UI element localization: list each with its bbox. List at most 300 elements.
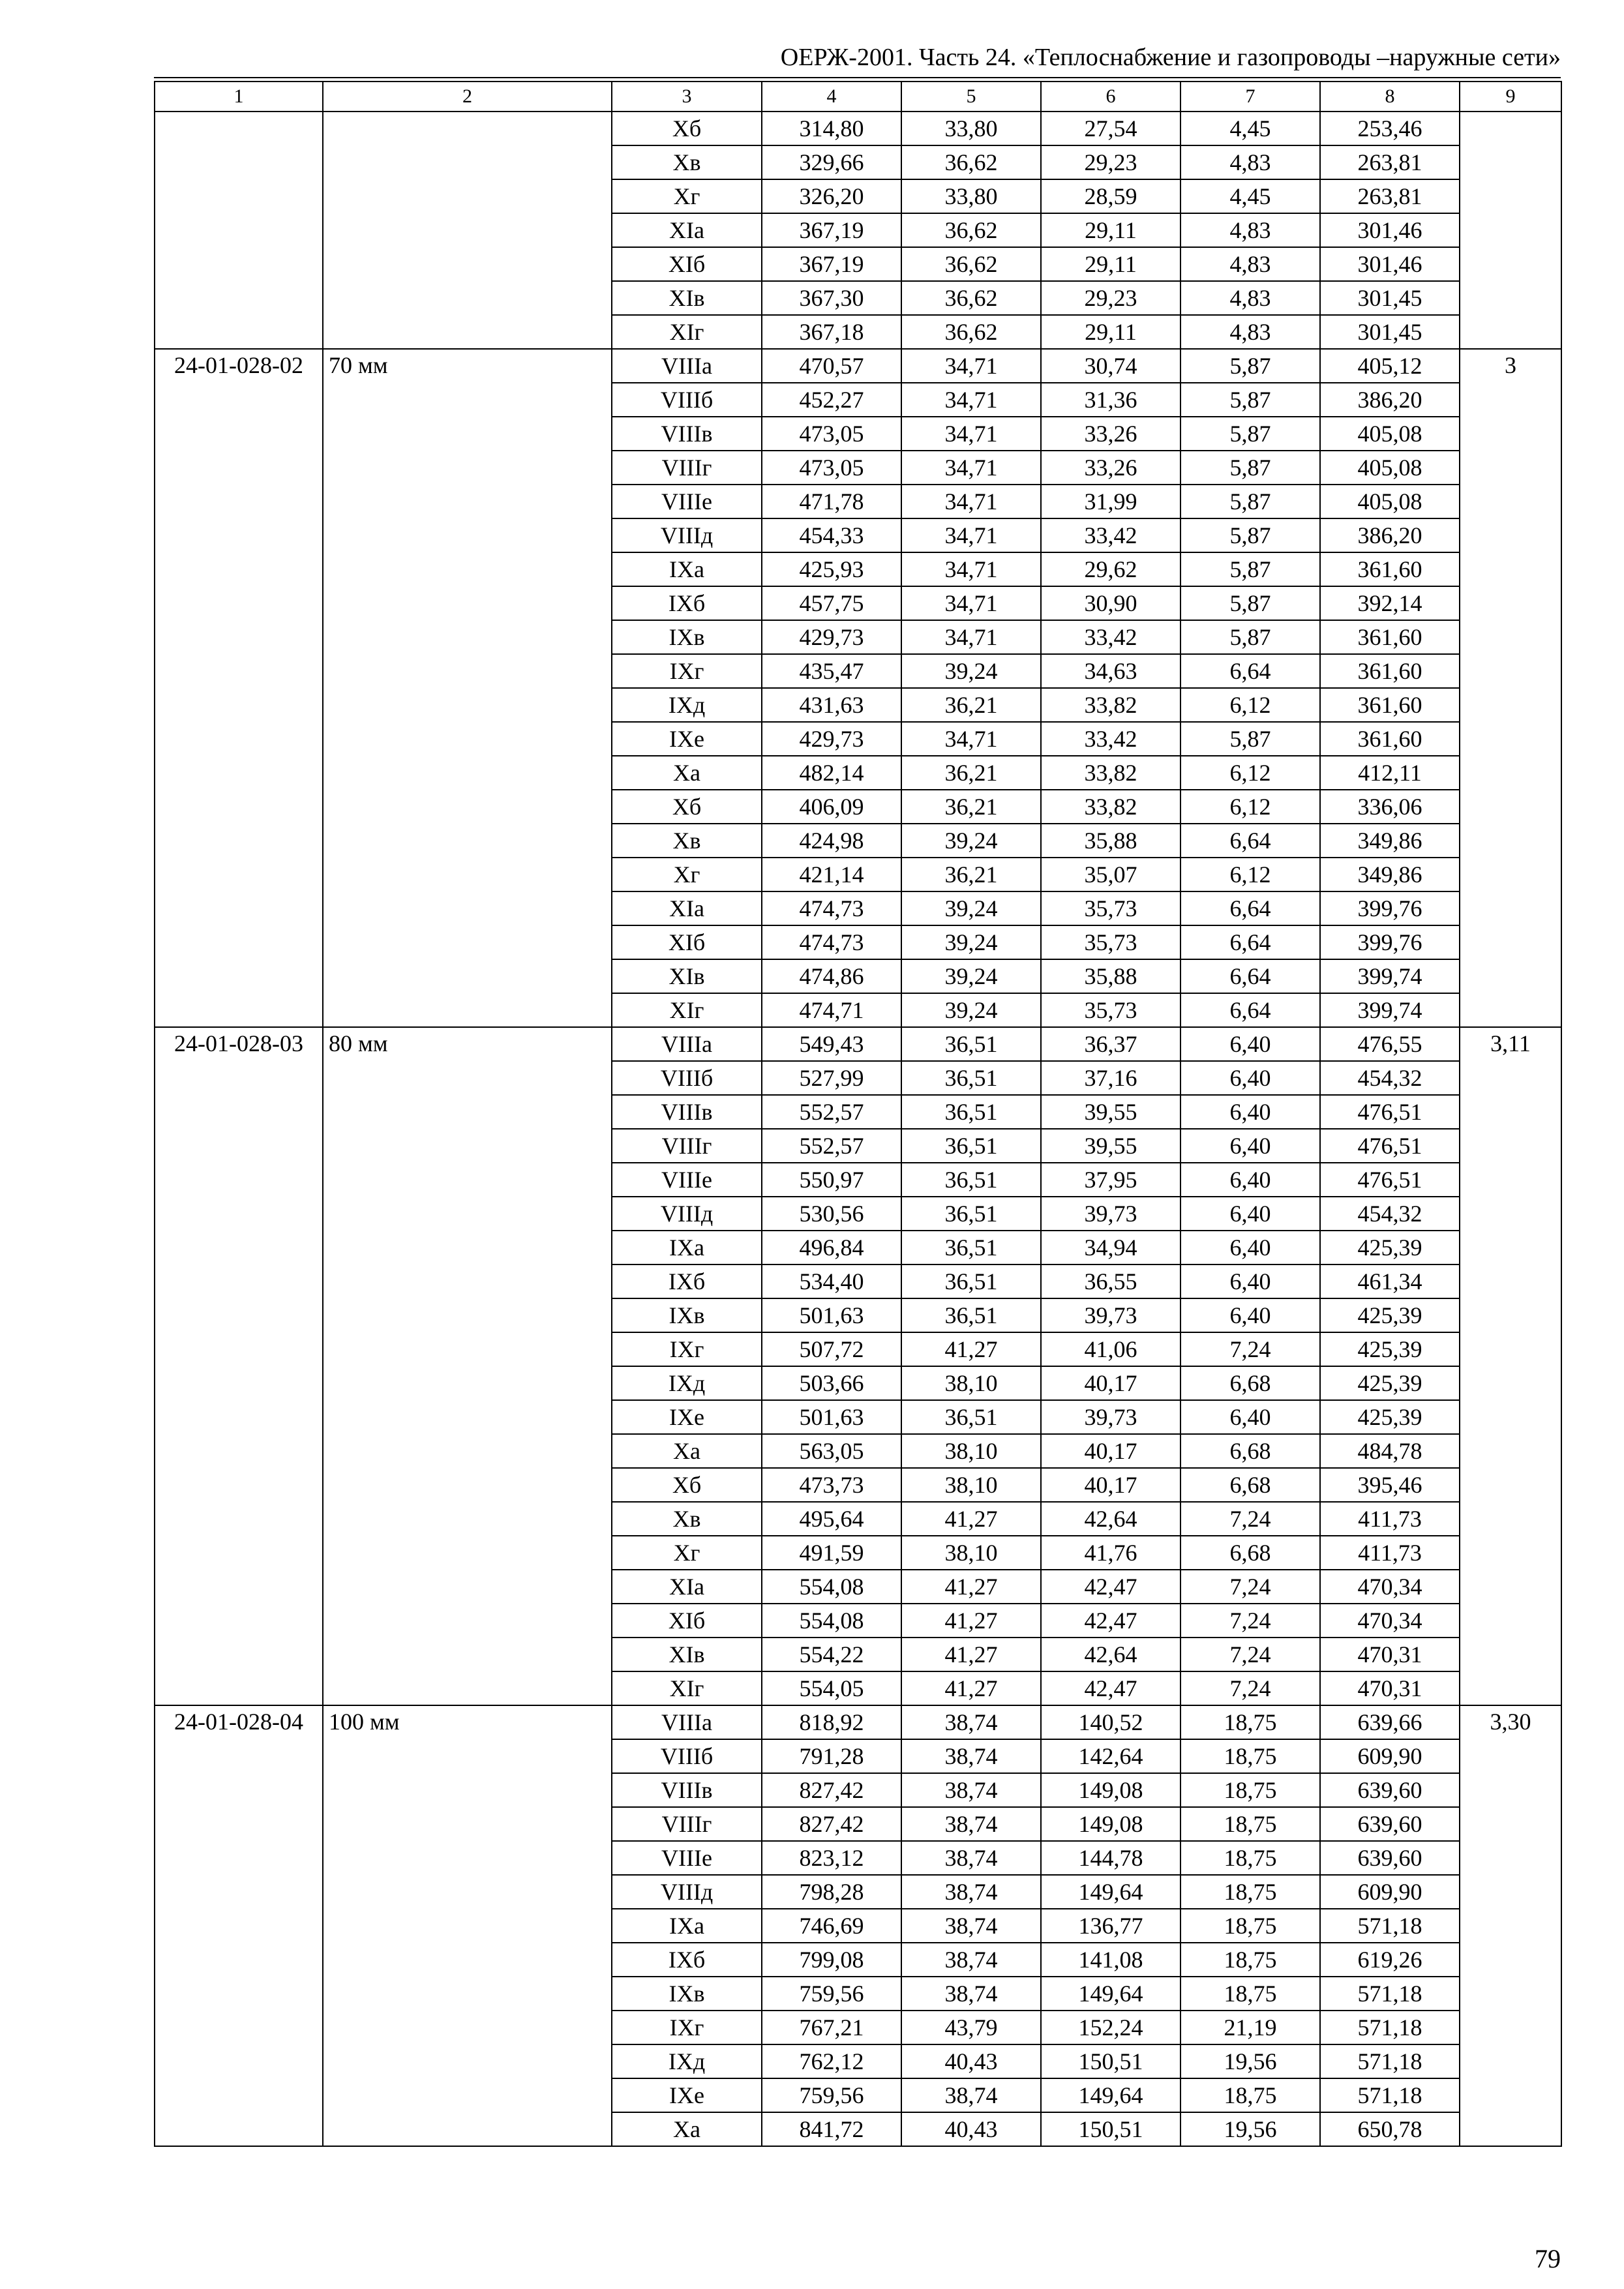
machinist-wage-cell: 6,40 [1180,1129,1320,1163]
mass-cell: 3,30 [1460,1705,1561,2146]
norm-class-cell: VIIIг [612,1807,762,1841]
direct-cost-cell: 767,21 [762,2011,901,2044]
machinist-wage-cell: 19,56 [1180,2044,1320,2078]
machinist-wage-cell: 6,68 [1180,1434,1320,1468]
labor-wage-cell: 38,10 [901,1468,1041,1502]
column-header: 9 [1460,82,1561,112]
norm-class-cell: IXа [612,1231,762,1264]
machine-cost-cell: 136,77 [1041,1909,1180,1943]
labor-wage-cell: 34,71 [901,586,1041,620]
labor-wage-cell: 38,74 [901,1943,1041,1977]
norm-class-cell: IXб [612,1264,762,1298]
material-cost-cell: 301,45 [1320,281,1460,315]
norm-class-cell: XIв [612,959,762,993]
labor-wage-cell: 40,43 [901,2044,1041,2078]
direct-cost-cell: 424,98 [762,824,901,858]
norm-class-cell: IXд [612,1366,762,1400]
norm-class-cell: Xб [612,1468,762,1502]
labor-wage-cell: 38,74 [901,1705,1041,1739]
machinist-wage-cell: 4,83 [1180,315,1320,349]
machinist-wage-cell: 18,75 [1180,1909,1320,1943]
machine-cost-cell: 30,90 [1041,586,1180,620]
machine-cost-cell: 42,64 [1041,1638,1180,1671]
machinist-wage-cell: 6,40 [1180,1061,1320,1095]
table-row [155,1705,1561,1739]
material-cost-cell: 470,34 [1320,1570,1460,1604]
norm-class-cell: Xг [612,1536,762,1570]
direct-cost-cell: 527,99 [762,1061,901,1095]
labor-wage-cell: 38,74 [901,1739,1041,1773]
material-cost-cell: 253,46 [1320,112,1460,145]
machinist-wage-cell: 6,40 [1180,1095,1320,1129]
labor-wage-cell: 36,21 [901,756,1041,790]
norm-class-cell: VIIIв [612,417,762,451]
norm-class-cell: VIIIе [612,1841,762,1875]
machinist-wage-cell: 7,24 [1180,1502,1320,1536]
norm-class-cell: VIIIа [612,1705,762,1739]
material-cost-cell: 470,31 [1320,1671,1460,1705]
machine-cost-cell: 152,24 [1041,2011,1180,2044]
mass-cell [1460,112,1561,349]
material-cost-cell: 571,18 [1320,2011,1460,2044]
labor-wage-cell: 39,24 [901,654,1041,688]
material-cost-cell: 336,06 [1320,790,1460,824]
material-cost-cell: 609,90 [1320,1875,1460,1909]
machine-cost-cell: 33,26 [1041,451,1180,485]
material-cost-cell: 425,39 [1320,1332,1460,1366]
mass-cell: 3,11 [1460,1027,1561,1705]
labor-wage-cell: 43,79 [901,2011,1041,2044]
machine-cost-cell: 33,42 [1041,722,1180,756]
machine-cost-cell: 149,08 [1041,1773,1180,1807]
labor-wage-cell: 36,21 [901,688,1041,722]
labor-wage-cell: 36,21 [901,790,1041,824]
material-cost-cell: 454,32 [1320,1197,1460,1231]
material-cost-cell: 405,12 [1320,349,1460,383]
material-cost-cell: 392,14 [1320,586,1460,620]
material-cost-cell: 476,51 [1320,1095,1460,1129]
norm-class-cell: IXе [612,2078,762,2112]
direct-cost-cell: 367,18 [762,315,901,349]
machine-cost-cell: 149,08 [1041,1807,1180,1841]
machinist-wage-cell: 6,40 [1180,1197,1320,1231]
material-cost-cell: 411,73 [1320,1502,1460,1536]
machine-cost-cell: 29,23 [1041,281,1180,315]
direct-cost-cell: 827,42 [762,1773,901,1807]
direct-cost-cell: 554,22 [762,1638,901,1671]
labor-wage-cell: 41,27 [901,1671,1041,1705]
material-cost-cell: 405,08 [1320,417,1460,451]
machine-cost-cell: 29,11 [1041,213,1180,247]
direct-cost-cell: 473,05 [762,451,901,485]
material-cost-cell: 470,34 [1320,1604,1460,1638]
machinist-wage-cell: 6,40 [1180,1264,1320,1298]
labor-wage-cell: 36,51 [901,1298,1041,1332]
machinist-wage-cell: 6,64 [1180,654,1320,688]
direct-cost-cell: 457,75 [762,586,901,620]
machine-cost-cell: 40,17 [1041,1434,1180,1468]
norm-class-cell: XIа [612,213,762,247]
norm-class-cell: XIа [612,1570,762,1604]
norm-class-cell: VIIIд [612,1875,762,1909]
labor-wage-cell: 38,74 [901,1773,1041,1807]
labor-wage-cell: 38,74 [901,1977,1041,2011]
material-cost-cell: 639,66 [1320,1705,1460,1739]
labor-wage-cell: 36,62 [901,281,1041,315]
material-cost-cell: 405,08 [1320,485,1460,518]
table-body [155,112,1561,2146]
labor-wage-cell: 38,74 [901,2078,1041,2112]
norm-class-cell: Xб [612,112,762,145]
norm-class-cell: XIг [612,993,762,1027]
norm-class-cell: IXг [612,2011,762,2044]
machinist-wage-cell: 21,19 [1180,2011,1320,2044]
machinist-wage-cell: 7,24 [1180,1570,1320,1604]
direct-cost-cell: 841,72 [762,2112,901,2146]
column-header: 8 [1320,82,1460,112]
norm-name-cell: 80 мм [323,1027,612,1705]
labor-wage-cell: 36,51 [901,1095,1041,1129]
labor-wage-cell: 40,43 [901,2112,1041,2146]
direct-cost-cell: 762,12 [762,2044,901,2078]
machine-cost-cell: 144,78 [1041,1841,1180,1875]
machine-cost-cell: 149,64 [1041,2078,1180,2112]
labor-wage-cell: 36,51 [901,1129,1041,1163]
direct-cost-cell: 367,19 [762,213,901,247]
norm-class-cell: VIIIг [612,1129,762,1163]
norm-class-cell: XIб [612,925,762,959]
machine-cost-cell: 42,64 [1041,1502,1180,1536]
material-cost-cell: 361,60 [1320,654,1460,688]
norm-class-cell: IXб [612,1943,762,1977]
machinist-wage-cell: 6,68 [1180,1468,1320,1502]
norm-class-cell: IXд [612,2044,762,2078]
machine-cost-cell: 36,55 [1041,1264,1180,1298]
direct-cost-cell: 314,80 [762,112,901,145]
direct-cost-cell: 496,84 [762,1231,901,1264]
material-cost-cell: 386,20 [1320,518,1460,552]
norm-class-cell: IXе [612,722,762,756]
material-cost-cell: 454,32 [1320,1061,1460,1095]
material-cost-cell: 399,74 [1320,959,1460,993]
machine-cost-cell: 37,16 [1041,1061,1180,1095]
labor-wage-cell: 39,24 [901,959,1041,993]
machine-cost-cell: 29,62 [1041,552,1180,586]
norm-class-cell: VIIIб [612,383,762,417]
labor-wage-cell: 36,51 [901,1231,1041,1264]
machinist-wage-cell: 7,24 [1180,1332,1320,1366]
norm-class-cell: Xг [612,179,762,213]
material-cost-cell: 263,81 [1320,179,1460,213]
norm-class-cell: VIIIд [612,1197,762,1231]
column-header: 7 [1180,82,1320,112]
material-cost-cell: 571,18 [1320,1977,1460,2011]
direct-cost-cell: 827,42 [762,1807,901,1841]
material-cost-cell: 411,73 [1320,1536,1460,1570]
machine-cost-cell: 142,64 [1041,1739,1180,1773]
material-cost-cell: 571,18 [1320,1909,1460,1943]
machinist-wage-cell: 7,24 [1180,1604,1320,1638]
direct-cost-cell: 501,63 [762,1298,901,1332]
norm-class-cell: IXв [612,1977,762,2011]
labor-wage-cell: 36,51 [901,1400,1041,1434]
norm-class-cell: VIIIв [612,1095,762,1129]
norm-code-cell: 24-01-028-04 [155,1705,323,2146]
direct-cost-cell: 474,73 [762,891,901,925]
machine-cost-cell: 39,73 [1041,1400,1180,1434]
machine-cost-cell: 39,73 [1041,1298,1180,1332]
norm-class-cell: VIIIе [612,485,762,518]
price-table [154,81,1562,2147]
direct-cost-cell: 435,47 [762,654,901,688]
material-cost-cell: 412,11 [1320,756,1460,790]
column-header: 6 [1041,82,1180,112]
machine-cost-cell: 33,82 [1041,790,1180,824]
machine-cost-cell: 41,06 [1041,1332,1180,1366]
machinist-wage-cell: 6,40 [1180,1163,1320,1197]
machinist-wage-cell: 4,83 [1180,281,1320,315]
norm-name-cell: 70 мм [323,349,612,1027]
norm-class-cell: XIб [612,247,762,281]
labor-wage-cell: 38,10 [901,1536,1041,1570]
labor-wage-cell: 36,62 [901,213,1041,247]
machine-cost-cell: 33,26 [1041,417,1180,451]
material-cost-cell: 395,46 [1320,1468,1460,1502]
machinist-wage-cell: 6,40 [1180,1400,1320,1434]
direct-cost-cell: 799,08 [762,1943,901,1977]
machine-cost-cell: 150,51 [1041,2112,1180,2146]
labor-wage-cell: 34,71 [901,518,1041,552]
machinist-wage-cell: 4,45 [1180,112,1320,145]
norm-class-cell: VIIIб [612,1739,762,1773]
machine-cost-cell: 29,23 [1041,145,1180,179]
machinist-wage-cell: 4,83 [1180,247,1320,281]
machine-cost-cell: 35,73 [1041,925,1180,959]
material-cost-cell: 639,60 [1320,1773,1460,1807]
direct-cost-cell: 421,14 [762,858,901,891]
labor-wage-cell: 36,51 [901,1061,1041,1095]
machinist-wage-cell: 5,87 [1180,518,1320,552]
column-header: 1 [155,82,323,112]
machinist-wage-cell: 5,87 [1180,485,1320,518]
labor-wage-cell: 39,24 [901,824,1041,858]
direct-cost-cell: 746,69 [762,1909,901,1943]
machine-cost-cell: 33,42 [1041,518,1180,552]
machinist-wage-cell: 6,64 [1180,993,1320,1027]
norm-class-cell: Xа [612,756,762,790]
machine-cost-cell: 30,74 [1041,349,1180,383]
material-cost-cell: 399,74 [1320,993,1460,1027]
machinist-wage-cell: 5,87 [1180,383,1320,417]
machinist-wage-cell: 5,87 [1180,722,1320,756]
labor-wage-cell: 39,24 [901,891,1041,925]
labor-wage-cell: 36,62 [901,315,1041,349]
material-cost-cell: 301,46 [1320,247,1460,281]
material-cost-cell: 425,39 [1320,1298,1460,1332]
material-cost-cell: 425,39 [1320,1231,1460,1264]
direct-cost-cell: 491,59 [762,1536,901,1570]
machinist-wage-cell: 18,75 [1180,1807,1320,1841]
direct-cost-cell: 431,63 [762,688,901,722]
direct-cost-cell: 798,28 [762,1875,901,1909]
material-cost-cell: 399,76 [1320,891,1460,925]
material-cost-cell: 263,81 [1320,145,1460,179]
machine-cost-cell: 29,11 [1041,247,1180,281]
direct-cost-cell: 326,20 [762,179,901,213]
machinist-wage-cell: 18,75 [1180,1773,1320,1807]
material-cost-cell: 571,18 [1320,2044,1460,2078]
norm-class-cell: VIIIа [612,349,762,383]
machine-cost-cell: 140,52 [1041,1705,1180,1739]
norm-class-cell: IXа [612,1909,762,1943]
column-header: 2 [323,82,612,112]
machine-cost-cell: 29,11 [1041,315,1180,349]
labor-wage-cell: 33,80 [901,179,1041,213]
machinist-wage-cell: 5,87 [1180,417,1320,451]
labor-wage-cell: 38,10 [901,1434,1041,1468]
labor-wage-cell: 38,74 [901,1807,1041,1841]
table-row [155,112,1561,145]
direct-cost-cell: 550,97 [762,1163,901,1197]
material-cost-cell: 425,39 [1320,1366,1460,1400]
labor-wage-cell: 36,51 [901,1264,1041,1298]
direct-cost-cell: 501,63 [762,1400,901,1434]
material-cost-cell: 639,60 [1320,1807,1460,1841]
labor-wage-cell: 41,27 [901,1604,1041,1638]
machine-cost-cell: 34,94 [1041,1231,1180,1264]
norm-class-cell: Xб [612,790,762,824]
direct-cost-cell: 474,71 [762,993,901,1027]
direct-cost-cell: 425,93 [762,552,901,586]
norm-class-cell: IXв [612,1298,762,1332]
machine-cost-cell: 42,47 [1041,1604,1180,1638]
machine-cost-cell: 141,08 [1041,1943,1180,1977]
norm-class-cell: IXг [612,1332,762,1366]
machine-cost-cell: 31,99 [1041,485,1180,518]
material-cost-cell: 609,90 [1320,1739,1460,1773]
labor-wage-cell: 34,71 [901,485,1041,518]
machinist-wage-cell: 18,75 [1180,1977,1320,2011]
machine-cost-cell: 41,76 [1041,1536,1180,1570]
norm-class-cell: VIIIд [612,518,762,552]
machinist-wage-cell: 6,12 [1180,790,1320,824]
norm-code-cell [155,112,323,349]
machine-cost-cell: 33,82 [1041,688,1180,722]
machine-cost-cell: 39,55 [1041,1129,1180,1163]
direct-cost-cell: 367,19 [762,247,901,281]
direct-cost-cell: 429,73 [762,722,901,756]
norm-class-cell: IXб [612,586,762,620]
column-number-row [155,82,1561,112]
machine-cost-cell: 33,42 [1041,620,1180,654]
norm-class-cell: Xв [612,1502,762,1536]
machinist-wage-cell: 5,87 [1180,620,1320,654]
direct-cost-cell: 452,27 [762,383,901,417]
material-cost-cell: 571,18 [1320,2078,1460,2112]
machinist-wage-cell: 5,87 [1180,586,1320,620]
page-header: ОЕРЖ-2001. Часть 24. «Теплоснабжение и газопроводы –наружные сети» [154,38,1561,78]
machine-cost-cell: 35,88 [1041,824,1180,858]
direct-cost-cell: 474,86 [762,959,901,993]
machinist-wage-cell: 6,64 [1180,891,1320,925]
norm-class-cell: Xв [612,145,762,179]
material-cost-cell: 361,60 [1320,722,1460,756]
direct-cost-cell: 563,05 [762,1434,901,1468]
machinist-wage-cell: 6,12 [1180,688,1320,722]
labor-wage-cell: 34,71 [901,349,1041,383]
machinist-wage-cell: 7,24 [1180,1638,1320,1671]
labor-wage-cell: 34,71 [901,620,1041,654]
machinist-wage-cell: 6,40 [1180,1027,1320,1061]
material-cost-cell: 470,31 [1320,1638,1460,1671]
labor-wage-cell: 36,21 [901,858,1041,891]
direct-cost-cell: 406,09 [762,790,901,824]
direct-cost-cell: 454,33 [762,518,901,552]
material-cost-cell: 484,78 [1320,1434,1460,1468]
labor-wage-cell: 33,80 [901,112,1041,145]
norm-class-cell: XIв [612,1638,762,1671]
direct-cost-cell: 507,72 [762,1332,901,1366]
labor-wage-cell: 36,51 [901,1197,1041,1231]
machine-cost-cell: 150,51 [1041,2044,1180,2078]
norm-class-cell: IXе [612,1400,762,1434]
machinist-wage-cell: 6,40 [1180,1298,1320,1332]
labor-wage-cell: 38,10 [901,1366,1041,1400]
direct-cost-cell: 791,28 [762,1739,901,1773]
machinist-wage-cell: 19,56 [1180,2112,1320,2146]
direct-cost-cell: 534,40 [762,1264,901,1298]
machine-cost-cell: 35,73 [1041,993,1180,1027]
norm-class-cell: XIа [612,891,762,925]
machinist-wage-cell: 4,45 [1180,179,1320,213]
machine-cost-cell: 34,63 [1041,654,1180,688]
machinist-wage-cell: 18,75 [1180,1841,1320,1875]
material-cost-cell: 476,51 [1320,1129,1460,1163]
direct-cost-cell: 429,73 [762,620,901,654]
norm-class-cell: IXв [612,620,762,654]
direct-cost-cell: 367,30 [762,281,901,315]
table-row [155,349,1561,383]
norm-class-cell: Xг [612,858,762,891]
norm-class-cell: VIIIб [612,1061,762,1095]
material-cost-cell: 301,45 [1320,315,1460,349]
direct-cost-cell: 554,08 [762,1570,901,1604]
machine-cost-cell: 37,95 [1041,1163,1180,1197]
labor-wage-cell: 34,71 [901,722,1041,756]
direct-cost-cell: 474,73 [762,925,901,959]
norm-class-cell: VIIIг [612,451,762,485]
machinist-wage-cell: 6,64 [1180,959,1320,993]
material-cost-cell: 405,08 [1320,451,1460,485]
labor-wage-cell: 34,71 [901,552,1041,586]
machine-cost-cell: 42,47 [1041,1570,1180,1604]
machine-cost-cell: 28,59 [1041,179,1180,213]
norm-code-cell: 24-01-028-02 [155,349,323,1027]
direct-cost-cell: 473,05 [762,417,901,451]
direct-cost-cell: 823,12 [762,1841,901,1875]
material-cost-cell: 361,60 [1320,688,1460,722]
labor-wage-cell: 36,51 [901,1163,1041,1197]
direct-cost-cell: 759,56 [762,1977,901,2011]
column-header: 5 [901,82,1041,112]
machinist-wage-cell: 18,75 [1180,2078,1320,2112]
material-cost-cell: 361,60 [1320,552,1460,586]
machine-cost-cell: 35,07 [1041,858,1180,891]
direct-cost-cell: 549,43 [762,1027,901,1061]
machinist-wage-cell: 5,87 [1180,552,1320,586]
machinist-wage-cell: 18,75 [1180,1875,1320,1909]
labor-wage-cell: 36,62 [901,247,1041,281]
